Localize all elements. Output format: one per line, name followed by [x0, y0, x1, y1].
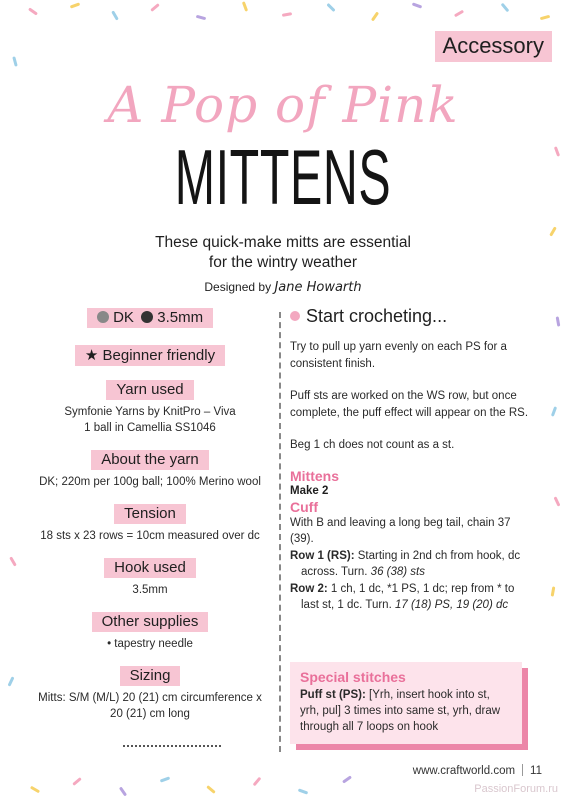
subtitle-line-1: These quick-make mitts are essential — [155, 234, 411, 251]
section-tag: Accessory — [435, 31, 552, 62]
yarn-ball-icon — [290, 311, 300, 321]
subtitle — [0, 233, 566, 273]
row-1-label: Row 1 (RS): — [290, 549, 355, 562]
puff-stitch-label: Puff st (PS): — [300, 689, 366, 701]
yarn-used-line-2: 1 ball in Camellia SS1046 — [84, 422, 216, 434]
special-stitches-box — [290, 662, 522, 744]
instruction-paragraph-1: Try to pull up yarn evenly on each PS for a consistent finish. — [290, 341, 507, 370]
footer-separator — [522, 764, 523, 776]
column-divider — [279, 312, 281, 752]
about-yarn-text: DK; 220m per 100g ball; 100% Merino wool — [39, 476, 261, 488]
special-stitches-text — [290, 685, 522, 735]
cuff-heading: Cuff — [290, 498, 318, 515]
instruction-paragraph-2: Puff sts are worked on the WS row, but once complete, the puff effect will appear on the RS. — [290, 390, 529, 419]
crochet-hook-icon — [141, 311, 153, 323]
other-supplies-text: • tapestry needle — [107, 638, 193, 650]
designer-name: Jane Howarth — [274, 280, 362, 295]
subtitle-line-2: for the wintry weather — [208, 254, 358, 271]
website-link[interactable]: www.craftworld.com — [412, 765, 516, 777]
hook-used-heading: Hook used — [104, 558, 196, 578]
yarn-ball-icon — [97, 311, 109, 323]
hook-size-label: 3.5mm — [157, 309, 204, 326]
page-number: 11 — [530, 765, 542, 777]
star-icon: ★ — [84, 347, 99, 364]
main-title: MITTENS — [174, 133, 392, 221]
instruction-paragraph-3: Beg 1 ch does not count as a st. — [290, 439, 455, 451]
yarn-weight-label: DK — [113, 309, 134, 326]
cuff-text: With B and leaving a long beg tail, chain 37 (39). — [290, 516, 511, 545]
skill-level-badge — [75, 345, 225, 366]
row-1-text: Starting in 2nd ch from hook, dc across. Turn. — [301, 549, 521, 578]
row-1-count: 36 (38) sts — [370, 566, 425, 578]
yarn-used-text — [30, 404, 270, 436]
other-supplies-heading: Other supplies — [92, 612, 209, 632]
yarn-weight-hook-badge — [87, 308, 213, 328]
make-count: Make 2 — [290, 484, 329, 497]
sizing-line-2: 20 (21) cm long — [110, 708, 190, 720]
designer-credit — [0, 280, 566, 295]
row-2-label: Row 2: — [290, 582, 328, 595]
tension-text: 18 sts x 23 rows = 10cm measured over dc — [40, 530, 260, 542]
page-footer — [413, 764, 542, 777]
about-yarn-heading: About the yarn — [91, 450, 209, 470]
mittens-heading: Mittens — [290, 467, 339, 484]
row-2-instruction — [290, 581, 530, 614]
script-title: A Pop of Pink — [107, 76, 459, 134]
watermark: PassionForum.ru — [474, 783, 558, 795]
special-stitches-heading: Special stitches — [300, 669, 406, 685]
row-1-instruction — [290, 548, 530, 581]
pattern-info-column — [30, 306, 270, 722]
sizing-heading: Sizing — [120, 666, 181, 686]
hook-used-text: 3.5mm — [132, 584, 168, 596]
start-crocheting-label: Start crocheting... — [306, 306, 448, 326]
designer-prefix: Designed by — [204, 280, 272, 294]
yarn-used-line-1: Symfonie Yarns by KnitPro – Viva — [64, 406, 236, 418]
row-2-text: 1 ch, 1 dc, *1 PS, 1 dc; rep from * to last st, 1 dc. Turn. — [301, 582, 515, 611]
skill-level-label: Beginner friendly — [102, 347, 216, 364]
sizing-line-1: Mitts: S/M (M/L) 20 (21) cm circumference x — [38, 692, 262, 704]
dotted-divider — [123, 745, 221, 747]
yarn-used-heading: Yarn used — [106, 380, 193, 400]
start-crocheting-heading — [290, 306, 530, 327]
instructions-column — [290, 306, 530, 614]
puff-stitch-text: [Yrh, insert hook into st, yrh, pul] 3 times into same st, yrh, draw through all 7 loops on hook — [300, 689, 501, 733]
tension-heading: Tension — [114, 504, 186, 524]
row-2-count: 17 (18) PS, 19 (20) dc — [394, 599, 509, 611]
sizing-text — [30, 690, 270, 722]
